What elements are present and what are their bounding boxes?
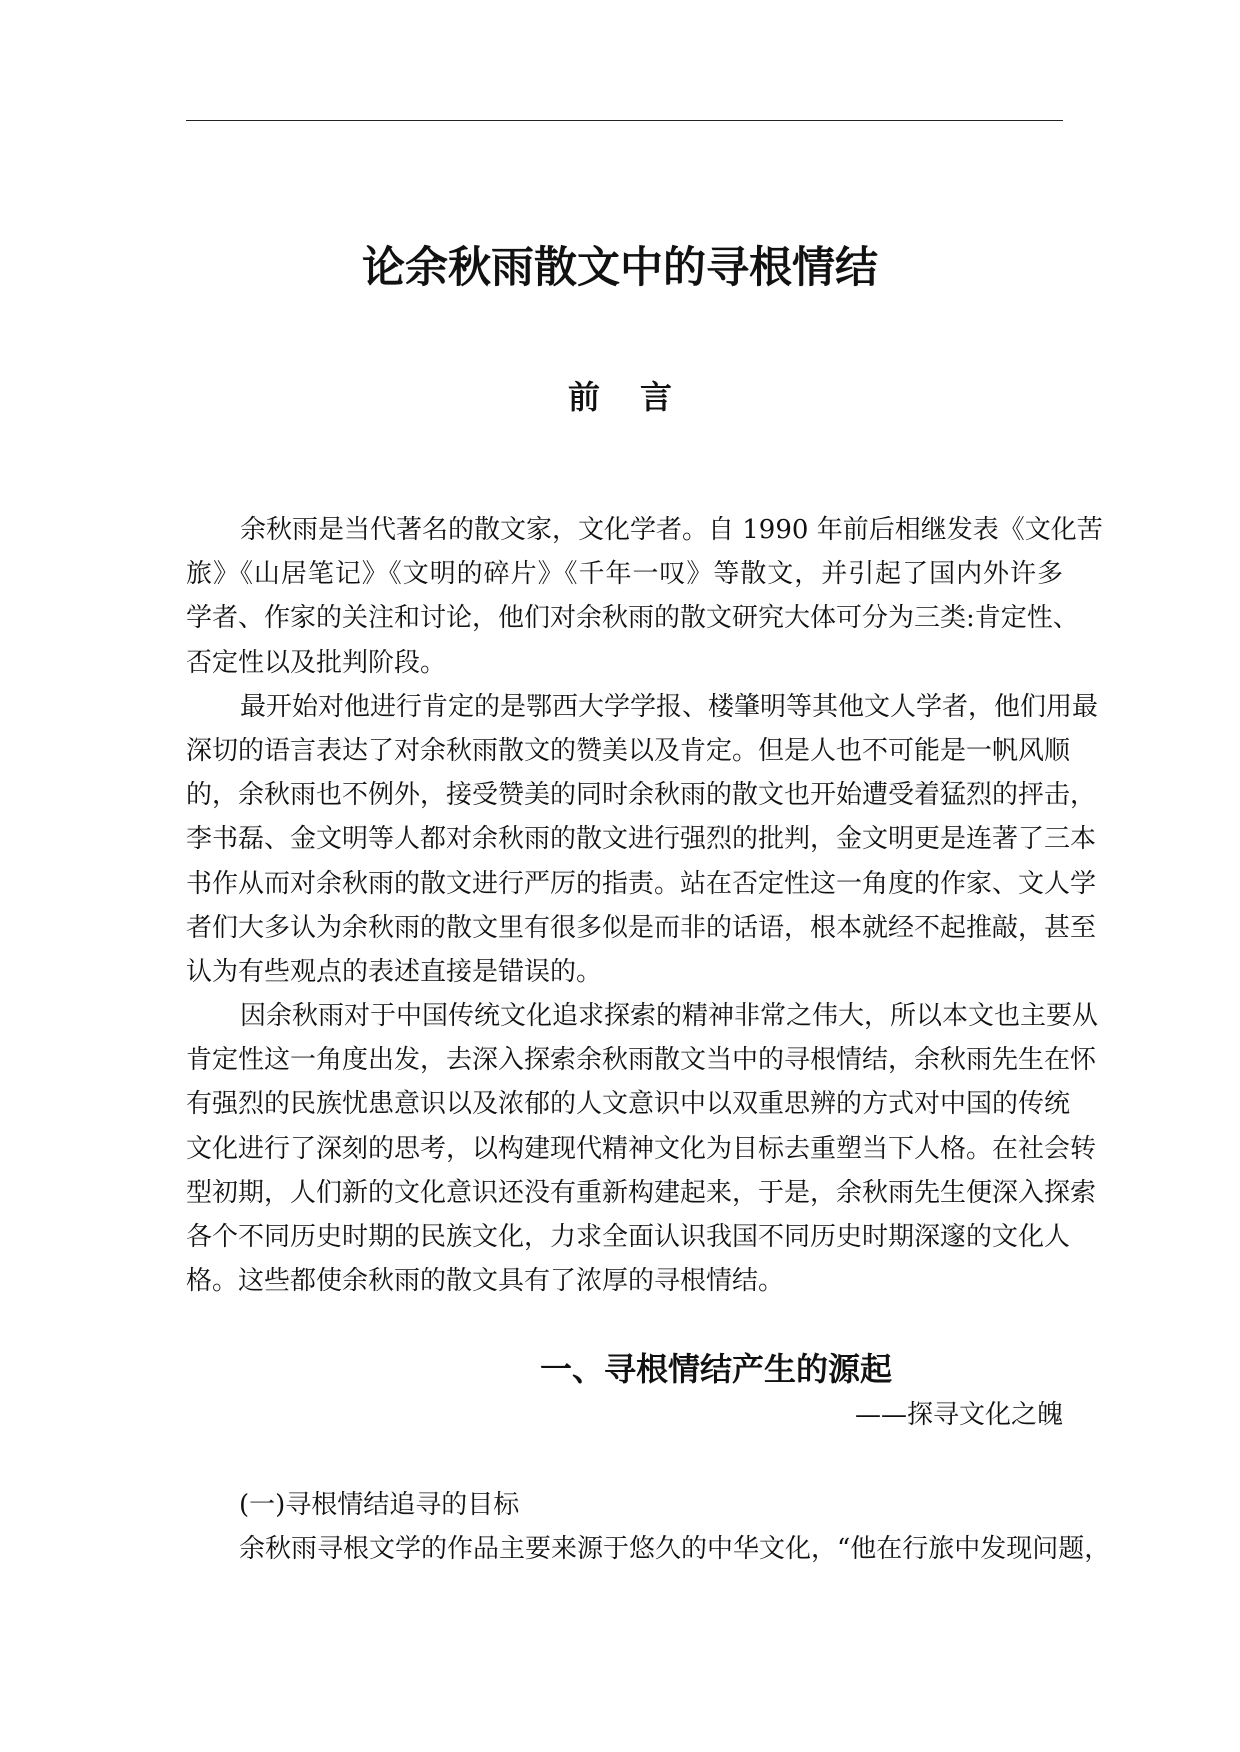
- paragraph-line: 文化进行了深刻的思考，以构建现代精神文化为目标去重塑当下人格。在社会转: [186, 1133, 1097, 1164]
- paragraph-line: 有强烈的民族忧患意识以及浓郁的人文意识中以双重思辨的方式对中国的传统: [186, 1089, 1071, 1120]
- paragraph-line: 旅》《山居笔记》《文明的碎片》《千年一叹》等散文，并引起了国内外许多: [186, 559, 1063, 590]
- preface-body: [186, 508, 1103, 1303]
- header-rule: [186, 120, 1063, 121]
- section-heading: 一、寻根情结产生的源起: [540, 1350, 893, 1388]
- page-title: 论余秋雨散文中的寻根情结: [362, 243, 878, 293]
- paragraph-line: 的，余秋雨也不例外，接受赞美的同时余秋雨的散文也开始遭受着猛烈的抨击，: [186, 780, 1097, 811]
- paragraph-line: 最开始对他进行肯定的是鄂西大学学报、楼肇明等其他文人学者，他们用最: [240, 691, 1099, 722]
- paragraph-line: 学者、作家的关注和讨论，他们对余秋雨的散文研究大体可分为三类:肯定性、: [186, 603, 1079, 634]
- subsection-heading: (一)寻根情结追寻的目标: [239, 1490, 520, 1520]
- paragraph-line: 余秋雨是当代著名的散文家，文化学者。自 1990 年前后相继发表《文化苦: [240, 515, 1103, 545]
- paragraph-line: 李书磊、金文明等人都对余秋雨的散文进行强烈的批判，金文明更是连著了三本: [186, 824, 1097, 855]
- paragraph-line: 格。这些都使余秋雨的散文具有了浓厚的寻根情结。: [186, 1266, 785, 1297]
- paragraph-line: 各个不同历史时期的民族文化，力求全面认识我国不同历史时期深邃的文化人: [186, 1222, 1071, 1252]
- paragraph-line: 否定性以及批判阶段。: [186, 647, 447, 678]
- paragraph-line: 因余秋雨对于中国传统文化追求探索的精神非常之伟大，所以本文也主要从: [240, 1001, 1099, 1032]
- preface-heading: 前言: [567, 378, 712, 416]
- paragraph-line: 者们大多认为余秋雨的散文里有很多似是而非的话语，根本就经不起推敲，甚至: [186, 912, 1097, 943]
- paragraph-line: 认为有些观点的表述直接是错误的。: [186, 956, 603, 987]
- paragraph-line: 型初期，人们新的文化意识还没有重新构建起来，于是，余秋雨先生便深入探索: [186, 1177, 1097, 1208]
- paragraph-line: 书作从而对余秋雨的散文进行严厉的指责。站在否定性这一角度的作家、文人学: [186, 868, 1097, 899]
- paragraph-line: 深切的语言表达了对余秋雨散文的赞美以及肯定。但是人也不可能是一帆风顺: [186, 735, 1071, 766]
- paragraph-line: 肯定性这一角度出发，去深入探索余秋雨散文当中的寻根情结，余秋雨先生在怀: [186, 1045, 1097, 1076]
- section-paragraph: 余秋雨寻根文学的作品主要来源于悠久的中华文化，“他在行旅中发现问题，: [239, 1534, 1111, 1564]
- section-subtitle: ——探寻文化之魄: [854, 1400, 1063, 1430]
